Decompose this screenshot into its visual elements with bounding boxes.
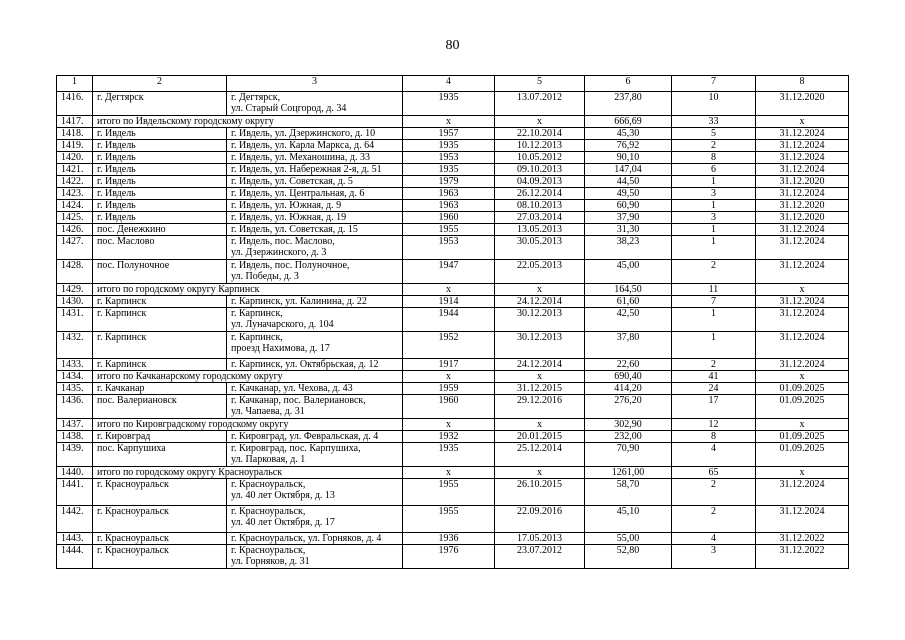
table-row [57, 92, 849, 116]
date-cell: 29.12.2016 [495, 395, 585, 419]
date-cell: 04.09.2013 [495, 176, 585, 188]
year-cell: x [403, 371, 495, 383]
row-number-cell: 1430. [57, 296, 93, 308]
row-number-cell: 1433. [57, 359, 93, 371]
table-row [57, 296, 849, 308]
date-cell: 30.05.2013 [495, 236, 585, 260]
deadline-cell: 01.09.2025 [756, 431, 849, 443]
deadline-cell: 31.12.2024 [756, 164, 849, 176]
address-cell: г. Ивдель, ул. Дзержинского, д. 10 [227, 128, 403, 140]
total-label-cell: итого по Качканарскому городскому округу [93, 371, 403, 383]
table-row [57, 224, 849, 236]
count-cell: 65 [672, 467, 756, 479]
row-number-cell: 1427. [57, 236, 93, 260]
year-cell: 1960 [403, 395, 495, 419]
address-cell: г. Карпинск, ул. Калинина, д. 22 [227, 296, 403, 308]
area-cell: 42,50 [585, 308, 672, 332]
year-cell: 1947 [403, 260, 495, 284]
count-cell: 2 [672, 140, 756, 152]
area-cell: 237,80 [585, 92, 672, 116]
address-cell: г. Дегтярск, ул. Старый Соцгород, д. 34 [227, 92, 403, 116]
table-total-row [57, 284, 849, 296]
date-cell: x [495, 284, 585, 296]
area-cell: 60,90 [585, 200, 672, 212]
address-cell: г. Ивдель, ул. Южная, д. 19 [227, 212, 403, 224]
date-cell: 10.05.2012 [495, 152, 585, 164]
deadline-cell: 31.12.2024 [756, 140, 849, 152]
date-cell: 22.09.2016 [495, 506, 585, 533]
settlement-cell: пос. Карпушиха [93, 443, 227, 467]
deadline-cell: 31.12.2024 [756, 236, 849, 260]
address-cell: г. Кировград, ул. Февральская, д. 4 [227, 431, 403, 443]
table-row [57, 383, 849, 395]
date-cell: 13.05.2013 [495, 224, 585, 236]
year-cell: 1955 [403, 224, 495, 236]
area-cell: 76,92 [585, 140, 672, 152]
total-label-cell: итого по Кировградскому городскому округу [93, 419, 403, 431]
deadline-cell: 01.09.2025 [756, 395, 849, 419]
settlement-cell: г. Ивдель [93, 152, 227, 164]
area-cell: 690,40 [585, 371, 672, 383]
column-header: 6 [585, 76, 672, 92]
column-header: 2 [93, 76, 227, 92]
table-row [57, 533, 849, 545]
count-cell: 1 [672, 200, 756, 212]
housing-table [56, 75, 849, 569]
date-cell: 31.12.2015 [495, 383, 585, 395]
column-header: 4 [403, 76, 495, 92]
deadline-cell: 31.12.2024 [756, 359, 849, 371]
count-cell: 2 [672, 260, 756, 284]
count-cell: 2 [672, 359, 756, 371]
date-cell: 10.12.2013 [495, 140, 585, 152]
area-cell: 44,50 [585, 176, 672, 188]
table-row [57, 152, 849, 164]
deadline-cell: 31.12.2024 [756, 479, 849, 506]
area-cell: 164,50 [585, 284, 672, 296]
year-cell: 1935 [403, 164, 495, 176]
address-cell: г. Ивдель, ул. Центральная, д. 6 [227, 188, 403, 200]
deadline-cell: 31.12.2024 [756, 152, 849, 164]
address-cell: г. Ивдель, ул. Набережная 2-я, д. 51 [227, 164, 403, 176]
year-cell: 1963 [403, 200, 495, 212]
row-number-cell: 1417. [57, 116, 93, 128]
table-row [57, 545, 849, 569]
date-cell: 30.12.2013 [495, 308, 585, 332]
table-row [57, 164, 849, 176]
settlement-cell: г. Красноуральск [93, 545, 227, 569]
year-cell: 1944 [403, 308, 495, 332]
date-cell: 24.12.2014 [495, 359, 585, 371]
year-cell: 1963 [403, 188, 495, 200]
table-total-row [57, 467, 849, 479]
column-header: 5 [495, 76, 585, 92]
year-cell: x [403, 116, 495, 128]
address-cell: г. Карпинск, ул. Октябрьская, д. 12 [227, 359, 403, 371]
date-cell: x [495, 371, 585, 383]
area-cell: 22,60 [585, 359, 672, 371]
date-cell: 22.05.2013 [495, 260, 585, 284]
area-cell: 58,70 [585, 479, 672, 506]
date-cell: 25.12.2014 [495, 443, 585, 467]
deadline-cell: x [756, 467, 849, 479]
year-cell: 1953 [403, 236, 495, 260]
count-cell: 33 [672, 116, 756, 128]
date-cell: 20.01.2015 [495, 431, 585, 443]
deadline-cell: x [756, 284, 849, 296]
row-number-cell: 1425. [57, 212, 93, 224]
settlement-cell: г. Дегтярск [93, 92, 227, 116]
row-number-cell: 1435. [57, 383, 93, 395]
deadline-cell: 31.12.2024 [756, 308, 849, 332]
count-cell: 6 [672, 164, 756, 176]
year-cell: 1917 [403, 359, 495, 371]
table-row [57, 308, 849, 332]
count-cell: 1 [672, 308, 756, 332]
row-number-cell: 1441. [57, 479, 93, 506]
area-cell: 414,20 [585, 383, 672, 395]
date-cell: 13.07.2012 [495, 92, 585, 116]
table-row [57, 140, 849, 152]
address-cell: г. Ивдель, ул. Южная, д. 9 [227, 200, 403, 212]
area-cell: 61,60 [585, 296, 672, 308]
area-cell: 37,90 [585, 212, 672, 224]
table-row [57, 443, 849, 467]
area-cell: 276,20 [585, 395, 672, 419]
row-number-cell: 1440. [57, 467, 93, 479]
table-row [57, 506, 849, 533]
row-number-cell: 1437. [57, 419, 93, 431]
row-number-cell: 1419. [57, 140, 93, 152]
total-label-cell: итого по Ивдельскому городскому округу [93, 116, 403, 128]
deadline-cell: 31.12.2020 [756, 92, 849, 116]
row-number-cell: 1421. [57, 164, 93, 176]
settlement-cell: г. Ивдель [93, 140, 227, 152]
count-cell: 11 [672, 284, 756, 296]
year-cell: 1957 [403, 128, 495, 140]
year-cell: 1935 [403, 92, 495, 116]
count-cell: 12 [672, 419, 756, 431]
address-cell: г. Карпинск, ул. Луначарского, д. 104 [227, 308, 403, 332]
area-cell: 302,90 [585, 419, 672, 431]
table-total-row [57, 419, 849, 431]
total-label-cell: итого по городскому округу Красноуральск [93, 467, 403, 479]
row-number-cell: 1444. [57, 545, 93, 569]
deadline-cell: 01.09.2025 [756, 443, 849, 467]
date-cell: 26.10.2015 [495, 479, 585, 506]
deadline-cell: 31.12.2020 [756, 212, 849, 224]
count-cell: 1 [672, 236, 756, 260]
row-number-cell: 1424. [57, 200, 93, 212]
settlement-cell: г. Красноуральск [93, 506, 227, 533]
count-cell: 4 [672, 533, 756, 545]
count-cell: 3 [672, 188, 756, 200]
count-cell: 24 [672, 383, 756, 395]
table-row [57, 128, 849, 140]
settlement-cell: г. Карпинск [93, 332, 227, 359]
deadline-cell: 01.09.2025 [756, 383, 849, 395]
address-cell: г. Ивдель, пос. Маслово, ул. Дзержинского, д. 3 [227, 236, 403, 260]
row-number-cell: 1438. [57, 431, 93, 443]
address-cell: г. Красноуральск, ул. Горняков, д. 4 [227, 533, 403, 545]
table-row [57, 260, 849, 284]
table-total-row [57, 371, 849, 383]
area-cell: 232,00 [585, 431, 672, 443]
deadline-cell: 31.12.2024 [756, 506, 849, 533]
table-row [57, 479, 849, 506]
settlement-cell: г. Ивдель [93, 212, 227, 224]
table-header-row [57, 76, 849, 92]
address-cell: г. Красноуральск, ул. 40 лет Октября, д. 17 [227, 506, 403, 533]
area-cell: 90,10 [585, 152, 672, 164]
area-cell: 1261,00 [585, 467, 672, 479]
total-label-cell: итого по городскому округу Карпинск [93, 284, 403, 296]
deadline-cell: 31.12.2024 [756, 332, 849, 359]
settlement-cell: г. Карпинск [93, 308, 227, 332]
deadline-cell: 31.12.2022 [756, 533, 849, 545]
settlement-cell: г. Ивдель [93, 128, 227, 140]
count-cell: 7 [672, 296, 756, 308]
count-cell: 3 [672, 545, 756, 569]
address-cell: г. Качканар, ул. Чехова, д. 43 [227, 383, 403, 395]
count-cell: 17 [672, 395, 756, 419]
table-body [57, 92, 849, 569]
address-cell: г. Ивдель, ул. Советская, д. 5 [227, 176, 403, 188]
row-number-cell: 1439. [57, 443, 93, 467]
date-cell: 23.07.2012 [495, 545, 585, 569]
settlement-cell: пос. Валериановск [93, 395, 227, 419]
row-number-cell: 1416. [57, 92, 93, 116]
area-cell: 45,00 [585, 260, 672, 284]
deadline-cell: 31.12.2024 [756, 296, 849, 308]
date-cell: 22.10.2014 [495, 128, 585, 140]
year-cell: 1953 [403, 152, 495, 164]
date-cell: 17.05.2013 [495, 533, 585, 545]
page-number: 80 [445, 38, 460, 53]
year-cell: 1976 [403, 545, 495, 569]
count-cell: 2 [672, 479, 756, 506]
year-cell: 1960 [403, 212, 495, 224]
date-cell: x [495, 467, 585, 479]
settlement-cell: г. Карпинск [93, 359, 227, 371]
count-cell: 4 [672, 443, 756, 467]
year-cell: x [403, 284, 495, 296]
year-cell: 1914 [403, 296, 495, 308]
year-cell: 1936 [403, 533, 495, 545]
address-cell: г. Кировград, пос. Карпушиха, ул. Парковая, д. 1 [227, 443, 403, 467]
deadline-cell: x [756, 116, 849, 128]
settlement-cell: пос. Маслово [93, 236, 227, 260]
address-cell: г. Карпинск, проезд Нахимова, д. 17 [227, 332, 403, 359]
deadline-cell: 31.12.2024 [756, 224, 849, 236]
deadline-cell: x [756, 371, 849, 383]
deadline-cell: 31.12.2024 [756, 188, 849, 200]
table-row [57, 212, 849, 224]
deadline-cell: 31.12.2022 [756, 545, 849, 569]
column-header: 3 [227, 76, 403, 92]
column-header: 7 [672, 76, 756, 92]
row-number-cell: 1436. [57, 395, 93, 419]
table-row [57, 332, 849, 359]
row-number-cell: 1434. [57, 371, 93, 383]
row-number-cell: 1431. [57, 308, 93, 332]
date-cell: x [495, 116, 585, 128]
year-cell: 1955 [403, 506, 495, 533]
address-cell: г. Качканар, пос. Валериановск, ул. Чапаева, д. 31 [227, 395, 403, 419]
deadline-cell: 31.12.2020 [756, 200, 849, 212]
row-number-cell: 1420. [57, 152, 93, 164]
date-cell: 08.10.2013 [495, 200, 585, 212]
count-cell: 10 [672, 92, 756, 116]
area-cell: 38,23 [585, 236, 672, 260]
date-cell: 27.03.2014 [495, 212, 585, 224]
table-row [57, 431, 849, 443]
settlement-cell: г. Ивдель [93, 200, 227, 212]
year-cell: 1952 [403, 332, 495, 359]
row-number-cell: 1426. [57, 224, 93, 236]
row-number-cell: 1443. [57, 533, 93, 545]
table-row [57, 236, 849, 260]
address-cell: г. Ивдель, ул. Механошина, д. 33 [227, 152, 403, 164]
count-cell: 5 [672, 128, 756, 140]
count-cell: 8 [672, 431, 756, 443]
year-cell: 1935 [403, 140, 495, 152]
count-cell: 1 [672, 224, 756, 236]
column-header: 1 [57, 76, 93, 92]
area-cell: 49,50 [585, 188, 672, 200]
date-cell: 26.12.2014 [495, 188, 585, 200]
year-cell: 1935 [403, 443, 495, 467]
row-number-cell: 1442. [57, 506, 93, 533]
settlement-cell: г. Карпинск [93, 296, 227, 308]
count-cell: 3 [672, 212, 756, 224]
settlement-cell: г. Красноуральск [93, 533, 227, 545]
year-cell: 1955 [403, 479, 495, 506]
row-number-cell: 1432. [57, 332, 93, 359]
count-cell: 1 [672, 332, 756, 359]
year-cell: x [403, 419, 495, 431]
table-row [57, 359, 849, 371]
date-cell: x [495, 419, 585, 431]
address-cell: г. Ивдель, пос. Полуночное, ул. Победы, д. 3 [227, 260, 403, 284]
date-cell: 09.10.2013 [495, 164, 585, 176]
table-row [57, 188, 849, 200]
settlement-cell: г. Кировград [93, 431, 227, 443]
area-cell: 55,00 [585, 533, 672, 545]
settlement-cell: г. Качканар [93, 383, 227, 395]
deadline-cell: 31.12.2024 [756, 128, 849, 140]
area-cell: 147,04 [585, 164, 672, 176]
year-cell: 1979 [403, 176, 495, 188]
deadline-cell: 31.12.2024 [756, 260, 849, 284]
table-row [57, 176, 849, 188]
area-cell: 52,80 [585, 545, 672, 569]
address-cell: г. Красноуральск, ул. Горняков, д. 31 [227, 545, 403, 569]
table-row [57, 395, 849, 419]
settlement-cell: г. Ивдель [93, 176, 227, 188]
date-cell: 30.12.2013 [495, 332, 585, 359]
year-cell: 1932 [403, 431, 495, 443]
deadline-cell: 31.12.2020 [756, 176, 849, 188]
row-number-cell: 1429. [57, 284, 93, 296]
settlement-cell: пос. Денежкино [93, 224, 227, 236]
settlement-cell: г. Ивдель [93, 164, 227, 176]
year-cell: x [403, 467, 495, 479]
area-cell: 666,69 [585, 116, 672, 128]
settlement-cell: г. Красноуральск [93, 479, 227, 506]
area-cell: 70,90 [585, 443, 672, 467]
address-cell: г. Красноуральск, ул. 40 лет Октября, д. 13 [227, 479, 403, 506]
row-number-cell: 1423. [57, 188, 93, 200]
row-number-cell: 1418. [57, 128, 93, 140]
address-cell: г. Ивдель, ул. Советская, д. 15 [227, 224, 403, 236]
row-number-cell: 1422. [57, 176, 93, 188]
table-row [57, 200, 849, 212]
area-cell: 37,80 [585, 332, 672, 359]
settlement-cell: г. Ивдель [93, 188, 227, 200]
column-header: 8 [756, 76, 849, 92]
count-cell: 41 [672, 371, 756, 383]
settlement-cell: пос. Полуночное [93, 260, 227, 284]
area-cell: 31,30 [585, 224, 672, 236]
year-cell: 1959 [403, 383, 495, 395]
count-cell: 2 [672, 506, 756, 533]
area-cell: 45,30 [585, 128, 672, 140]
table-total-row [57, 116, 849, 128]
date-cell: 24.12.2014 [495, 296, 585, 308]
count-cell: 8 [672, 152, 756, 164]
area-cell: 45,10 [585, 506, 672, 533]
count-cell: 1 [672, 176, 756, 188]
deadline-cell: x [756, 419, 849, 431]
row-number-cell: 1428. [57, 260, 93, 284]
address-cell: г. Ивдель, ул. Карла Маркса, д. 64 [227, 140, 403, 152]
